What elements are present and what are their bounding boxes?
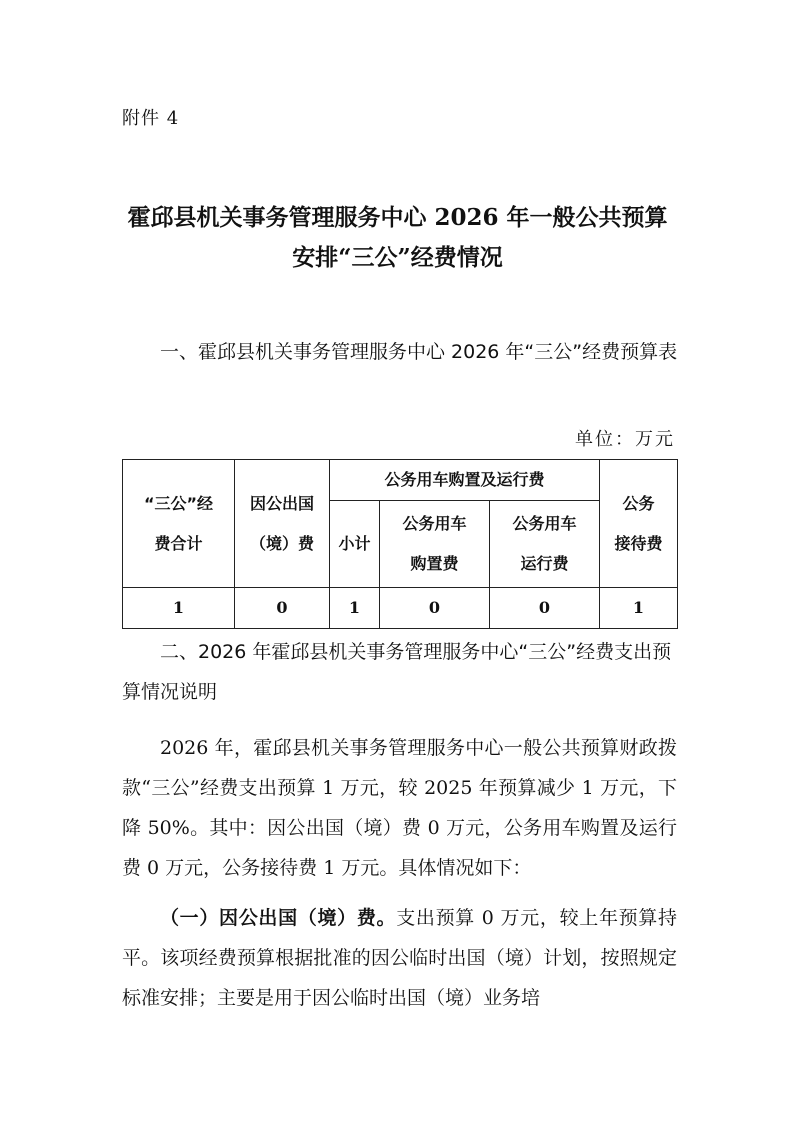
value-operation: 0	[490, 588, 600, 629]
annex-label: 附件 4	[122, 108, 180, 129]
header-operation	[490, 501, 600, 588]
header-vehicle-group: 公务用车购置及运行费	[330, 460, 600, 501]
header-purchase-line1: 公务用车	[402, 514, 467, 533]
header-total-line1: “三公”经	[143, 493, 214, 513]
document-title-line1: 霍邱县机关事务管理服务中心 2026 年一般公共预算	[127, 204, 668, 231]
paragraph-abroad	[122, 898, 677, 1018]
header-reception-line2: 接待费	[614, 533, 663, 553]
paragraph-abroad-body: 支出预算 0 万元，较上年预算持平。该项经费预算根据批准的因公临时出国（境）计划，按照规定标准安排；主要是用于因公临时出国（境）业务培	[122, 907, 677, 1009]
header-purchase-line2: 购置费	[410, 554, 459, 573]
section1-heading: 一、霍邱县机关事务管理服务中心 2026 年“三公”经费预算表	[160, 341, 678, 363]
unit-label: 单位：万元	[575, 429, 675, 450]
paragraph-abroad-lead: （一）因公出国（境）费。	[160, 907, 397, 929]
header-reception-line1: 公务	[622, 493, 655, 513]
header-operation-line2: 运行费	[520, 554, 569, 573]
header-abroad-line1: 因公出国	[249, 493, 314, 513]
header-total	[123, 460, 235, 588]
table-header-row-1	[123, 460, 678, 501]
header-abroad-line2: （境）费	[249, 533, 314, 553]
header-purchase	[380, 501, 490, 588]
header-operation-line1: 公务用车	[512, 514, 577, 533]
value-abroad: 0	[235, 588, 330, 629]
value-purchase: 0	[380, 588, 490, 629]
table-row	[123, 588, 678, 629]
header-abroad	[235, 460, 330, 588]
value-subtotal: 1	[330, 588, 380, 629]
budget-table	[122, 459, 678, 629]
header-reception	[600, 460, 678, 588]
header-total-line2: 费合计	[154, 533, 203, 553]
value-total: 1	[123, 588, 235, 629]
document-title-line2: 安排“三公”经费情况	[292, 244, 503, 271]
value-reception: 1	[600, 588, 678, 629]
header-subtotal: 小计	[330, 501, 380, 588]
section2-heading: 二、2026 年霍邱县机关事务管理服务中心“三公”经费支出预算情况说明	[122, 641, 672, 703]
paragraph-summary: 2026 年，霍邱县机关事务管理服务中心一般公共预算财政拨款“三公”经费支出预算 1 万元，较 2025 年预算减少 1 万元，下降 50%。其中：因公出国（境）费 0 万元，公务用车购置及运行费 0 万元，公务接待费 1 万元。具体情况如下：	[122, 737, 677, 879]
